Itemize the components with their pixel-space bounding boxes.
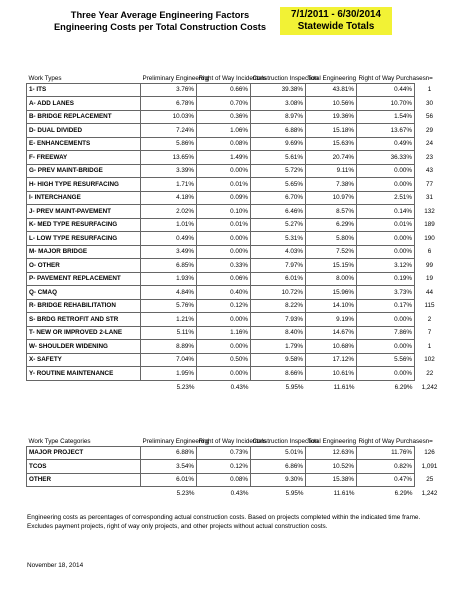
col-const-inspection: Construction Inspection (252, 437, 319, 445)
cell-te: 10.56% (306, 97, 357, 111)
cell-name: X- SAFETY (27, 353, 141, 367)
cell-pe: 3.39% (141, 164, 197, 178)
cell-pe: 5.86% (141, 137, 197, 151)
cell-pe: 1.95% (141, 367, 197, 381)
title-line-1: Three Year Average Engineering Factors (70, 10, 250, 20)
cell-te: 14.67% (306, 326, 357, 340)
date-range-box (280, 7, 392, 35)
cell-rwi: 0.12% (197, 460, 251, 474)
cell-name: Q- CMAQ (27, 286, 141, 300)
cell-rwi: 0.00% (197, 245, 251, 259)
cell-ci: 6.70% (251, 191, 306, 205)
cell-rwp: 0.00% (357, 178, 415, 192)
cell-n: 190 (424, 234, 435, 242)
cell-rwp: 3.73% (357, 286, 415, 300)
table-row (27, 178, 445, 192)
cell-n: 102 (424, 356, 435, 364)
cell-rwi: 0.36% (197, 110, 251, 124)
cell-ci: 1.79% (251, 340, 306, 354)
cell-rwp: 0.44% (357, 83, 415, 97)
cell-te: 8.00% (306, 272, 357, 286)
cat-total-n: 1,242 (421, 490, 438, 497)
cell-ci: 6.88% (251, 124, 306, 138)
cell-n: 6 (427, 248, 432, 256)
total-rwi: 0.43% (230, 383, 249, 391)
cell-pe: 7.04% (141, 353, 197, 367)
cell-ci: 8.40% (251, 326, 306, 340)
cell-n: 2 (427, 315, 432, 323)
cell-rwp: 10.70% (357, 97, 415, 111)
cell-ci: 8.97% (251, 110, 306, 124)
cell-n: 132 (424, 207, 435, 215)
cell-n: 24 (425, 140, 433, 148)
categories-header-row (27, 421, 445, 446)
cell-rwi: 0.12% (197, 299, 251, 313)
table-row (27, 473, 445, 487)
cell-rwi: 0.06% (197, 272, 251, 286)
cell-rwi: 1.06% (197, 124, 251, 138)
cell-rwi: 0.00% (197, 164, 251, 178)
cell-n: 44 (425, 288, 433, 296)
cell-ci: 39.38% (251, 83, 306, 97)
cell-n: 23 (425, 153, 433, 161)
cell-rwp: 0.00% (357, 367, 415, 381)
cell-pe: 3.54% (141, 460, 197, 474)
cell-name: O- OTHER (27, 259, 141, 273)
cell-n: 43 (425, 167, 433, 175)
cell-pe: 13.65% (141, 151, 197, 165)
cell-name: T- NEW OR IMPROVED 2-LANE (27, 326, 141, 340)
cell-rwi: 0.08% (197, 137, 251, 151)
cell-name: M- MAJOR BRIDGE (27, 245, 141, 259)
cell-rwp: 0.17% (357, 299, 415, 313)
col-n: n= (425, 75, 433, 82)
col-prelim: Preliminary Engineering (142, 74, 210, 82)
col-row-incidentals: Right of Way Incidentals (198, 437, 267, 445)
table-row (27, 245, 445, 259)
cell-rwp: 0.00% (357, 313, 415, 327)
cell-ci: 6.86% (251, 460, 306, 474)
cell-name: L- LOW TYPE RESURFACING (27, 232, 141, 246)
cell-ci: 3.08% (251, 97, 306, 111)
cell-rwi: 0.66% (197, 83, 251, 97)
cell-ci: 5.01% (251, 446, 306, 460)
cell-ci: 7.97% (251, 259, 306, 273)
cell-n: 1 (427, 342, 432, 350)
cat-total-ci: 5.95% (285, 490, 304, 498)
col-work-types: Work Types (28, 74, 62, 82)
date-range: 7/1/2011 - 6/30/2014 (291, 9, 381, 20)
cell-name: TCOS (27, 460, 141, 474)
col-n: n= (425, 438, 433, 445)
table-row (27, 83, 445, 97)
cell-name: W- SHOULDER WIDENING (27, 340, 141, 354)
cell-te: 20.74% (306, 151, 357, 165)
table-row (27, 218, 445, 232)
cell-ci: 6.46% (251, 205, 306, 219)
cell-rwi: 0.33% (197, 259, 251, 273)
cell-rwi: 0.08% (197, 473, 251, 487)
cell-pe: 1.93% (141, 272, 197, 286)
cell-n: 31 (425, 194, 433, 202)
cell-name: D- DUAL DIVIDED (27, 124, 141, 138)
table-row (27, 97, 445, 111)
cell-ci: 6.01% (251, 272, 306, 286)
table-row (27, 340, 445, 354)
cell-rwi: 0.70% (197, 97, 251, 111)
footnote: Engineering costs as percentages of corresponding actual construction costs. Based on projects completed within the indicated time frame. Excludes payment projects, right of way only projects, and other projects without actual construction costs. (27, 514, 421, 530)
cell-rwp: 0.01% (357, 218, 415, 232)
cell-n: 56 (425, 113, 433, 121)
table-row (27, 446, 445, 460)
cell-ci: 10.72% (251, 286, 306, 300)
work-types-table (26, 58, 445, 394)
cell-name: G- PREV MAINT-BRIDGE (27, 164, 141, 178)
table-row (27, 164, 445, 178)
cell-n: 77 (425, 180, 433, 188)
table-row (27, 232, 445, 246)
cell-name: B- BRIDGE REPLACEMENT (27, 110, 141, 124)
table-row (27, 299, 445, 313)
table-row (27, 259, 445, 273)
cell-te: 8.57% (306, 205, 357, 219)
col-prelim: Preliminary Engineering (142, 437, 210, 445)
cell-rwp: 0.19% (357, 272, 415, 286)
total-te: 11.61% (333, 383, 355, 391)
cell-rwi: 0.00% (197, 313, 251, 327)
cell-pe: 5.76% (141, 299, 197, 313)
cell-te: 15.18% (306, 124, 357, 138)
cell-te: 10.97% (306, 191, 357, 205)
cell-n: 25 (426, 476, 434, 484)
cell-pe: 1.71% (141, 178, 197, 192)
cell-ci: 8.66% (251, 367, 306, 381)
cell-name: S- BRDG RETROFIT AND STR (27, 313, 141, 327)
cell-name: MAJOR PROJECT (27, 446, 141, 460)
cell-n: 7 (427, 329, 432, 337)
cell-rwp: 0.00% (357, 245, 415, 259)
cell-ci: 5.31% (251, 232, 306, 246)
cell-pe: 6.01% (141, 473, 197, 487)
cell-pe: 0.49% (141, 232, 197, 246)
col-const-inspection: Construction Inspection (252, 74, 319, 82)
cell-rwp: 0.14% (357, 205, 415, 219)
cell-rwp: 36.33% (357, 151, 415, 165)
cell-rwp: 2.51% (357, 191, 415, 205)
cell-pe: 1.01% (141, 218, 197, 232)
table-row (27, 110, 445, 124)
total-ci: 5.95% (285, 383, 304, 391)
col-total-eng: Total Engineering (307, 437, 357, 445)
work-types-header-row (27, 58, 445, 83)
cell-te: 17.12% (306, 353, 357, 367)
cell-te: 43.81% (306, 83, 357, 97)
cell-pe: 5.11% (141, 326, 197, 340)
cell-rwp: 0.47% (357, 473, 415, 487)
table-row (27, 191, 445, 205)
cell-pe: 8.89% (141, 340, 197, 354)
cell-name: F- FREEWAY (27, 151, 141, 165)
cell-te: 15.63% (306, 137, 357, 151)
cell-rwp: 0.82% (357, 460, 415, 474)
cell-rwp: 0.00% (357, 164, 415, 178)
cell-pe: 4.84% (141, 286, 197, 300)
table-row (27, 326, 445, 340)
cell-te: 12.63% (306, 446, 357, 460)
cell-n: 189 (424, 221, 435, 229)
cell-te: 15.96% (306, 286, 357, 300)
cell-te: 10.61% (306, 367, 357, 381)
cell-te: 6.29% (306, 218, 357, 232)
cell-n: 30 (425, 99, 433, 107)
cell-rwi: 1.16% (197, 326, 251, 340)
cell-rwp: 0.00% (357, 232, 415, 246)
cell-pe: 6.88% (141, 446, 197, 460)
scope-label: Statewide Totals (297, 21, 375, 32)
cell-name: H- HIGH TYPE RESURFACING (27, 178, 141, 192)
cell-te: 15.38% (306, 473, 357, 487)
cell-name: R- BRIDGE REHABILITATION (27, 299, 141, 313)
cell-ci: 8.22% (251, 299, 306, 313)
work-types-total-row (27, 380, 445, 394)
page-title (40, 9, 280, 33)
cell-ci: 7.93% (251, 313, 306, 327)
cell-rwp: 3.12% (357, 259, 415, 273)
cell-ci: 5.72% (251, 164, 306, 178)
cell-te: 19.36% (306, 110, 357, 124)
cell-name: A- ADD LANES (27, 97, 141, 111)
categories-table (26, 421, 445, 501)
cell-pe: 6.85% (141, 259, 197, 273)
cell-rwi: 0.00% (197, 232, 251, 246)
table-row (27, 460, 445, 474)
cell-n: 115 (424, 302, 435, 310)
cell-pe: 6.78% (141, 97, 197, 111)
cell-pe: 4.18% (141, 191, 197, 205)
cell-n: 1 (427, 86, 432, 94)
document-date: November 18, 2014 (27, 562, 84, 569)
cell-te: 9.19% (306, 313, 357, 327)
cell-te: 10.52% (306, 460, 357, 474)
cell-name: K- MED TYPE RESURFACING (27, 218, 141, 232)
total-pe: 5.23% (176, 383, 195, 391)
cell-rwi: 1.49% (197, 151, 251, 165)
cell-name: Y- ROUTINE MAINTENANCE (27, 367, 141, 381)
cell-name: OTHER (27, 473, 141, 487)
cell-name: J- PREV MAINT-PAVEMENT (27, 205, 141, 219)
cell-ci: 9.58% (251, 353, 306, 367)
cell-name: I- INTERCHANGE (27, 191, 141, 205)
cell-te: 5.80% (306, 232, 357, 246)
cell-rwi: 0.01% (197, 178, 251, 192)
table-row (27, 367, 445, 381)
cell-te: 14.10% (306, 299, 357, 313)
cell-n: 1,091 (421, 462, 438, 470)
cell-ci: 9.30% (251, 473, 306, 487)
cell-name: E- ENHANCEMENTS (27, 137, 141, 151)
table-row (27, 286, 445, 300)
total-n: 1,242 (421, 383, 438, 391)
col-row-purchases: Right of Way Purchases (358, 74, 426, 82)
table-row (27, 353, 445, 367)
title-line-2: Engineering Costs per Total Construction Costs (53, 22, 267, 32)
table-row (27, 205, 445, 219)
total-rwp: 6.29% (394, 383, 413, 391)
cell-ci: 5.61% (251, 151, 306, 165)
cell-name: P- PAVEMENT REPLACEMENT (27, 272, 141, 286)
cell-rwp: 13.67% (357, 124, 415, 138)
categories-total-row (27, 487, 445, 501)
cell-pe: 2.02% (141, 205, 197, 219)
cell-pe: 3.76% (141, 83, 197, 97)
cell-pe: 7.24% (141, 124, 197, 138)
table-row (27, 272, 445, 286)
cell-rwp: 7.86% (357, 326, 415, 340)
cell-ci: 5.27% (251, 218, 306, 232)
cell-n: 99 (425, 261, 433, 269)
cell-te: 10.68% (306, 340, 357, 354)
table-row (27, 313, 445, 327)
cell-rwi: 0.00% (197, 367, 251, 381)
cell-pe: 3.49% (141, 245, 197, 259)
table-row (27, 124, 445, 138)
col-row-incidentals: Right of Way Incidentals (198, 74, 267, 82)
cat-total-rwi: 0.43% (230, 490, 249, 498)
cell-name: 1- ITS (27, 83, 141, 97)
cat-total-rwp: 6.29% (394, 490, 413, 498)
cell-rwi: 0.09% (197, 191, 251, 205)
cell-rwi: 0.40% (197, 286, 251, 300)
cell-rwp: 11.76% (357, 446, 415, 460)
col-categories: Work Type Categories (28, 437, 91, 445)
cell-te: 9.11% (306, 164, 357, 178)
cell-rwi: 0.00% (197, 340, 251, 354)
cell-rwp: 0.00% (357, 340, 415, 354)
cell-pe: 10.03% (141, 110, 197, 124)
cell-rwp: 0.49% (357, 137, 415, 151)
col-row-purchases: Right of Way Purchases (358, 437, 426, 445)
cat-total-pe: 5.23% (176, 490, 195, 498)
cell-rwp: 5.56% (357, 353, 415, 367)
col-total-eng: Total Engineering (307, 74, 357, 82)
cell-n: 19 (425, 275, 433, 283)
table-row (27, 151, 445, 165)
cell-pe: 1.21% (141, 313, 197, 327)
cell-ci: 5.65% (251, 178, 306, 192)
cat-total-te: 11.61% (333, 490, 355, 498)
cell-te: 7.52% (306, 245, 357, 259)
cell-ci: 4.03% (251, 245, 306, 259)
table-row (27, 137, 445, 151)
cell-rwi: 0.73% (197, 446, 251, 460)
cell-n: 29 (425, 126, 433, 134)
cell-rwi: 0.50% (197, 353, 251, 367)
cell-n: 126 (424, 449, 435, 457)
cell-rwi: 0.01% (197, 218, 251, 232)
cell-te: 7.38% (306, 178, 357, 192)
cell-rwi: 0.10% (197, 205, 251, 219)
cell-rwp: 1.54% (357, 110, 415, 124)
cell-te: 15.15% (306, 259, 357, 273)
cell-ci: 9.69% (251, 137, 306, 151)
cell-n: 22 (426, 369, 434, 377)
